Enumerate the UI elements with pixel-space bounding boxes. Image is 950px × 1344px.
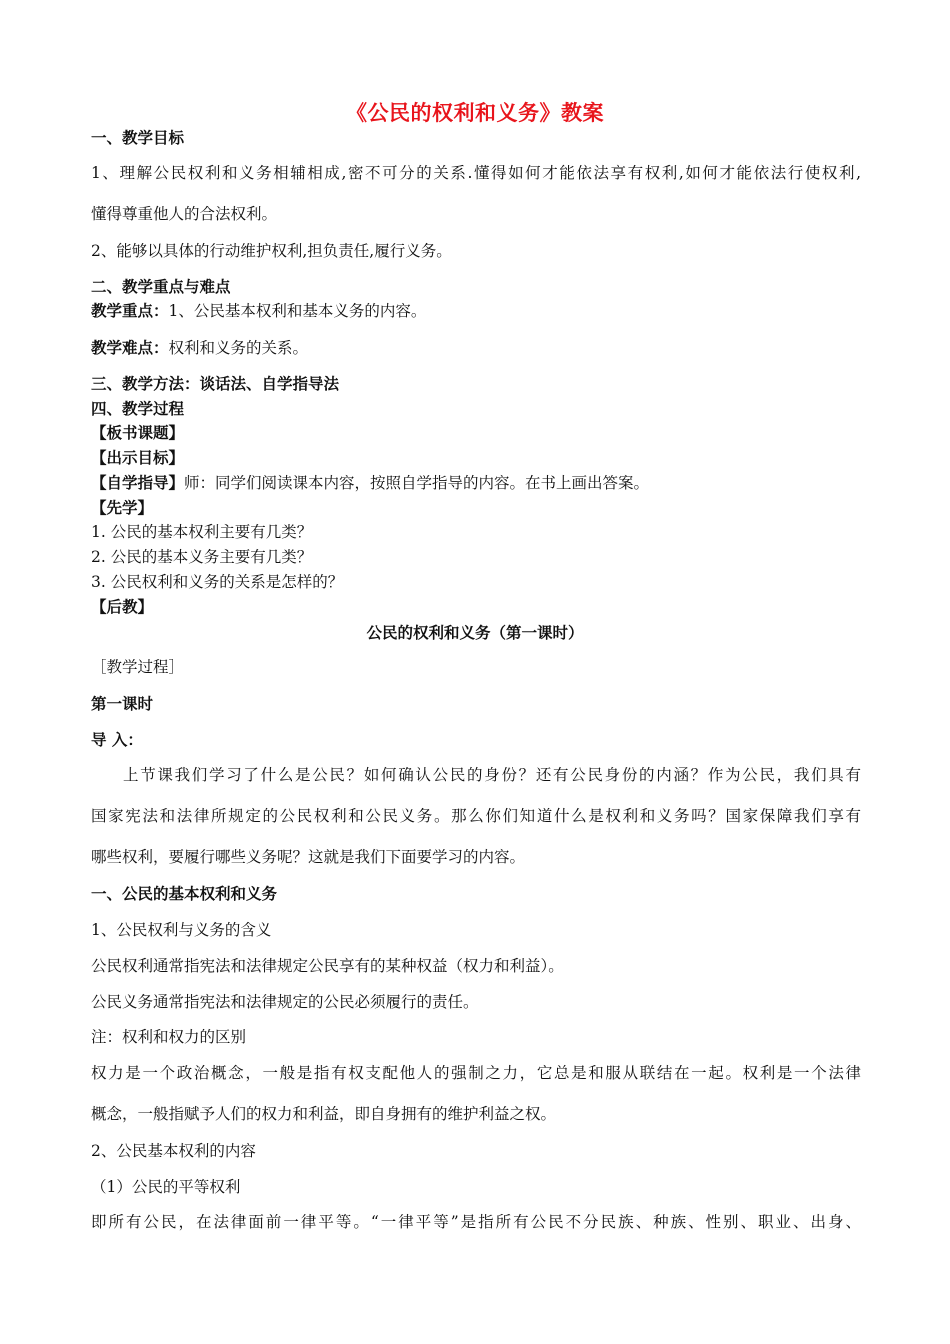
key-point-text: 1、公民基本权利和基本义务的内容。: [168, 302, 427, 320]
self-study-label: 【自学指导】: [91, 474, 185, 492]
question-1: 1. 公民的基本权利主要有几类？: [91, 523, 313, 541]
self-study-line: [91, 472, 861, 494]
paragraph-definition-heading: 1、公民权利与义务的含义: [91, 921, 272, 939]
paragraph-goal-2: 2、能够以具体的行动维护权利,担负责任,履行义务。: [91, 242, 452, 260]
paragraph-right-definition: 公民权利通常指宪法和法律规定公民享有的某种权益（权力和利益）。: [91, 957, 564, 975]
teaching-process-label: ［教学过程］: [91, 658, 185, 676]
post-teach-heading: 【后教】: [91, 598, 154, 616]
part-one-heading: 一、公民的基本权利和义务: [91, 885, 278, 903]
difficulty-text: 权利和义务的关系。: [168, 339, 309, 357]
key-point-line: [91, 300, 861, 322]
intro-paragraph-line-1: 上节课我们学习了什么是公民？如何确认公民的身份？还有公民身份的内涵？作为公民，我们具有: [123, 766, 861, 784]
paragraph-note: 注：权利和权力的区别: [91, 1028, 247, 1046]
board-title: 【板书课题】: [91, 424, 185, 442]
key-point-label: 教学重点：: [91, 302, 169, 320]
difficulty-label: 教学难点：: [91, 339, 169, 357]
document-title: 《公民的权利和义务》教案: [346, 101, 604, 125]
difficulty-line: [91, 337, 861, 359]
paragraph-rights-content: 2、公民基本权利的内容: [91, 1142, 256, 1160]
paragraph-duty-definition: 公民义务通常指宪法和法律规定的公民必须履行的责任。: [91, 993, 479, 1011]
section-heading-process: 四、教学过程: [91, 400, 185, 418]
section-heading-focus: 二、教学重点与难点: [91, 278, 231, 296]
paragraph-goal-1-line-1: 1、理解公民权利和义务相辅相成,密不可分的关系.懂得如何才能依法享有权利,如何才能依法行使权利,: [91, 164, 861, 182]
intro-paragraph-line-3: 哪些权利，要履行哪些义务呢？这就是我们下面要学习的内容。: [91, 848, 526, 866]
section-heading-methods: 三、教学方法：谈话法、自学指导法: [91, 375, 340, 393]
self-study-text: 师：同学们阅读课本内容，按照自学指导的内容。在书上画出答案。: [184, 474, 650, 492]
paragraph-equal-rights-detail: 即所有公民，在法律面前一律平等。“一律平等”是指所有公民不分民族、种族、性别、职业、出身、: [91, 1213, 861, 1231]
paragraph-goal-1-line-2: 懂得尊重他人的合法权利。: [91, 205, 278, 223]
paragraph-power-line-1: 权力是一个政治概念，一般是指有权支配他人的强制之力，它总是和服从联结在一起。权利是一个法律: [91, 1064, 861, 1082]
lesson-subtitle: 公民的权利和义务（第一课时）: [366, 624, 584, 642]
paragraph-equal-rights: （1）公民的平等权利: [91, 1178, 241, 1196]
question-2: 2. 公民的基本义务主要有几类？: [91, 548, 313, 566]
intro-paragraph-line-2: 国家宪法和法律所规定的公民权利和公民义务。那么你们知道什么是权利和义务吗？国家保障我们享有: [91, 807, 861, 825]
section-heading-goals: 一、教学目标: [91, 129, 185, 147]
pre-study-heading: 【先学】: [91, 499, 154, 517]
paragraph-power-line-2: 概念，一般指赋予人们的权力和利益，即自身拥有的维护利益之权。: [91, 1105, 557, 1123]
lesson-one-heading: 第一课时: [91, 695, 154, 713]
show-goals: 【出示目标】: [91, 449, 185, 467]
introduction-label: 导 入：: [91, 731, 143, 749]
question-3: 3. 公民权利和义务的关系是怎样的？: [91, 573, 344, 591]
